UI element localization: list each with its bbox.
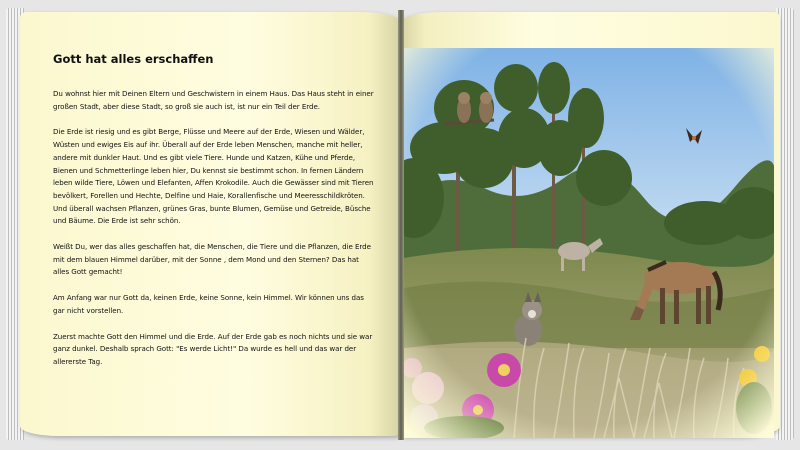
page-title: Gott hat alles erschaffen [53, 52, 214, 66]
nature-scene-illustration [404, 48, 774, 438]
left-page [20, 12, 400, 436]
paragraph-1: Du wohnst hier mit Deinen Eltern und Geschwistern in einem Haus. Das Haus steht in einer großen Stadt, aber diese Stadt, so groß sie auch ist, ist nur ein Teil der Erde. [53, 89, 374, 111]
left-page-text [52, 52, 374, 382]
paragraph-3: Weißt Du, wer das alles geschaffen hat, die Menschen, die Tiere und die Pflanzen, die Erde mit dem blauen Himmel darüber, mit der Sonne , dem Mond und den Sternen? Das hat alles Gott gemacht! [53, 242, 371, 277]
paragraph-5: Zuerst machte Gott den Himmel und die Erde. Auf der Erde gab es noch nichts und sie war ganz dunkel. Deshalb sprach Gott: "Es werde Licht!" Da wurde es hell und das war der allererste Tag. [53, 331, 373, 366]
paragraph-4: Am Anfang war nur Gott da, keinen Erde, keine Sonne, kein Himmel. Wir können uns das gar nicht vorstellen. [53, 293, 364, 315]
paragraph-2: Die Erde ist riesig und es gibt Berge, Flüsse und Meere auf der Erde, Wiesen und Wälder, Wüsten und ewiges Eis auf ihr. Überall auf der Erde leben Menschen, manche mit heller, andere mit dunkler Haut. Und es gibt viele Tiere. Hunde und Katzen, Kühe und Pferde, Bienen und Schmetterlinge leben hier, Du kennst sie bestimmt schon. In fernen Ländern leben wilde Tiere, Löwen und Elefanten, Affen Krokodile. Auch die Gewässer sind mit Tieren bevölkert, Forellen und Hechte, Delfine und Haie, Korallenfische und Meeresschildkröten. Und überall wachsen Pflanzen, grünes Gras, bunte Blumen, Gemüse und Getreide, Büsche und Bäume. Die Erde ist sehr schön. [53, 127, 374, 226]
